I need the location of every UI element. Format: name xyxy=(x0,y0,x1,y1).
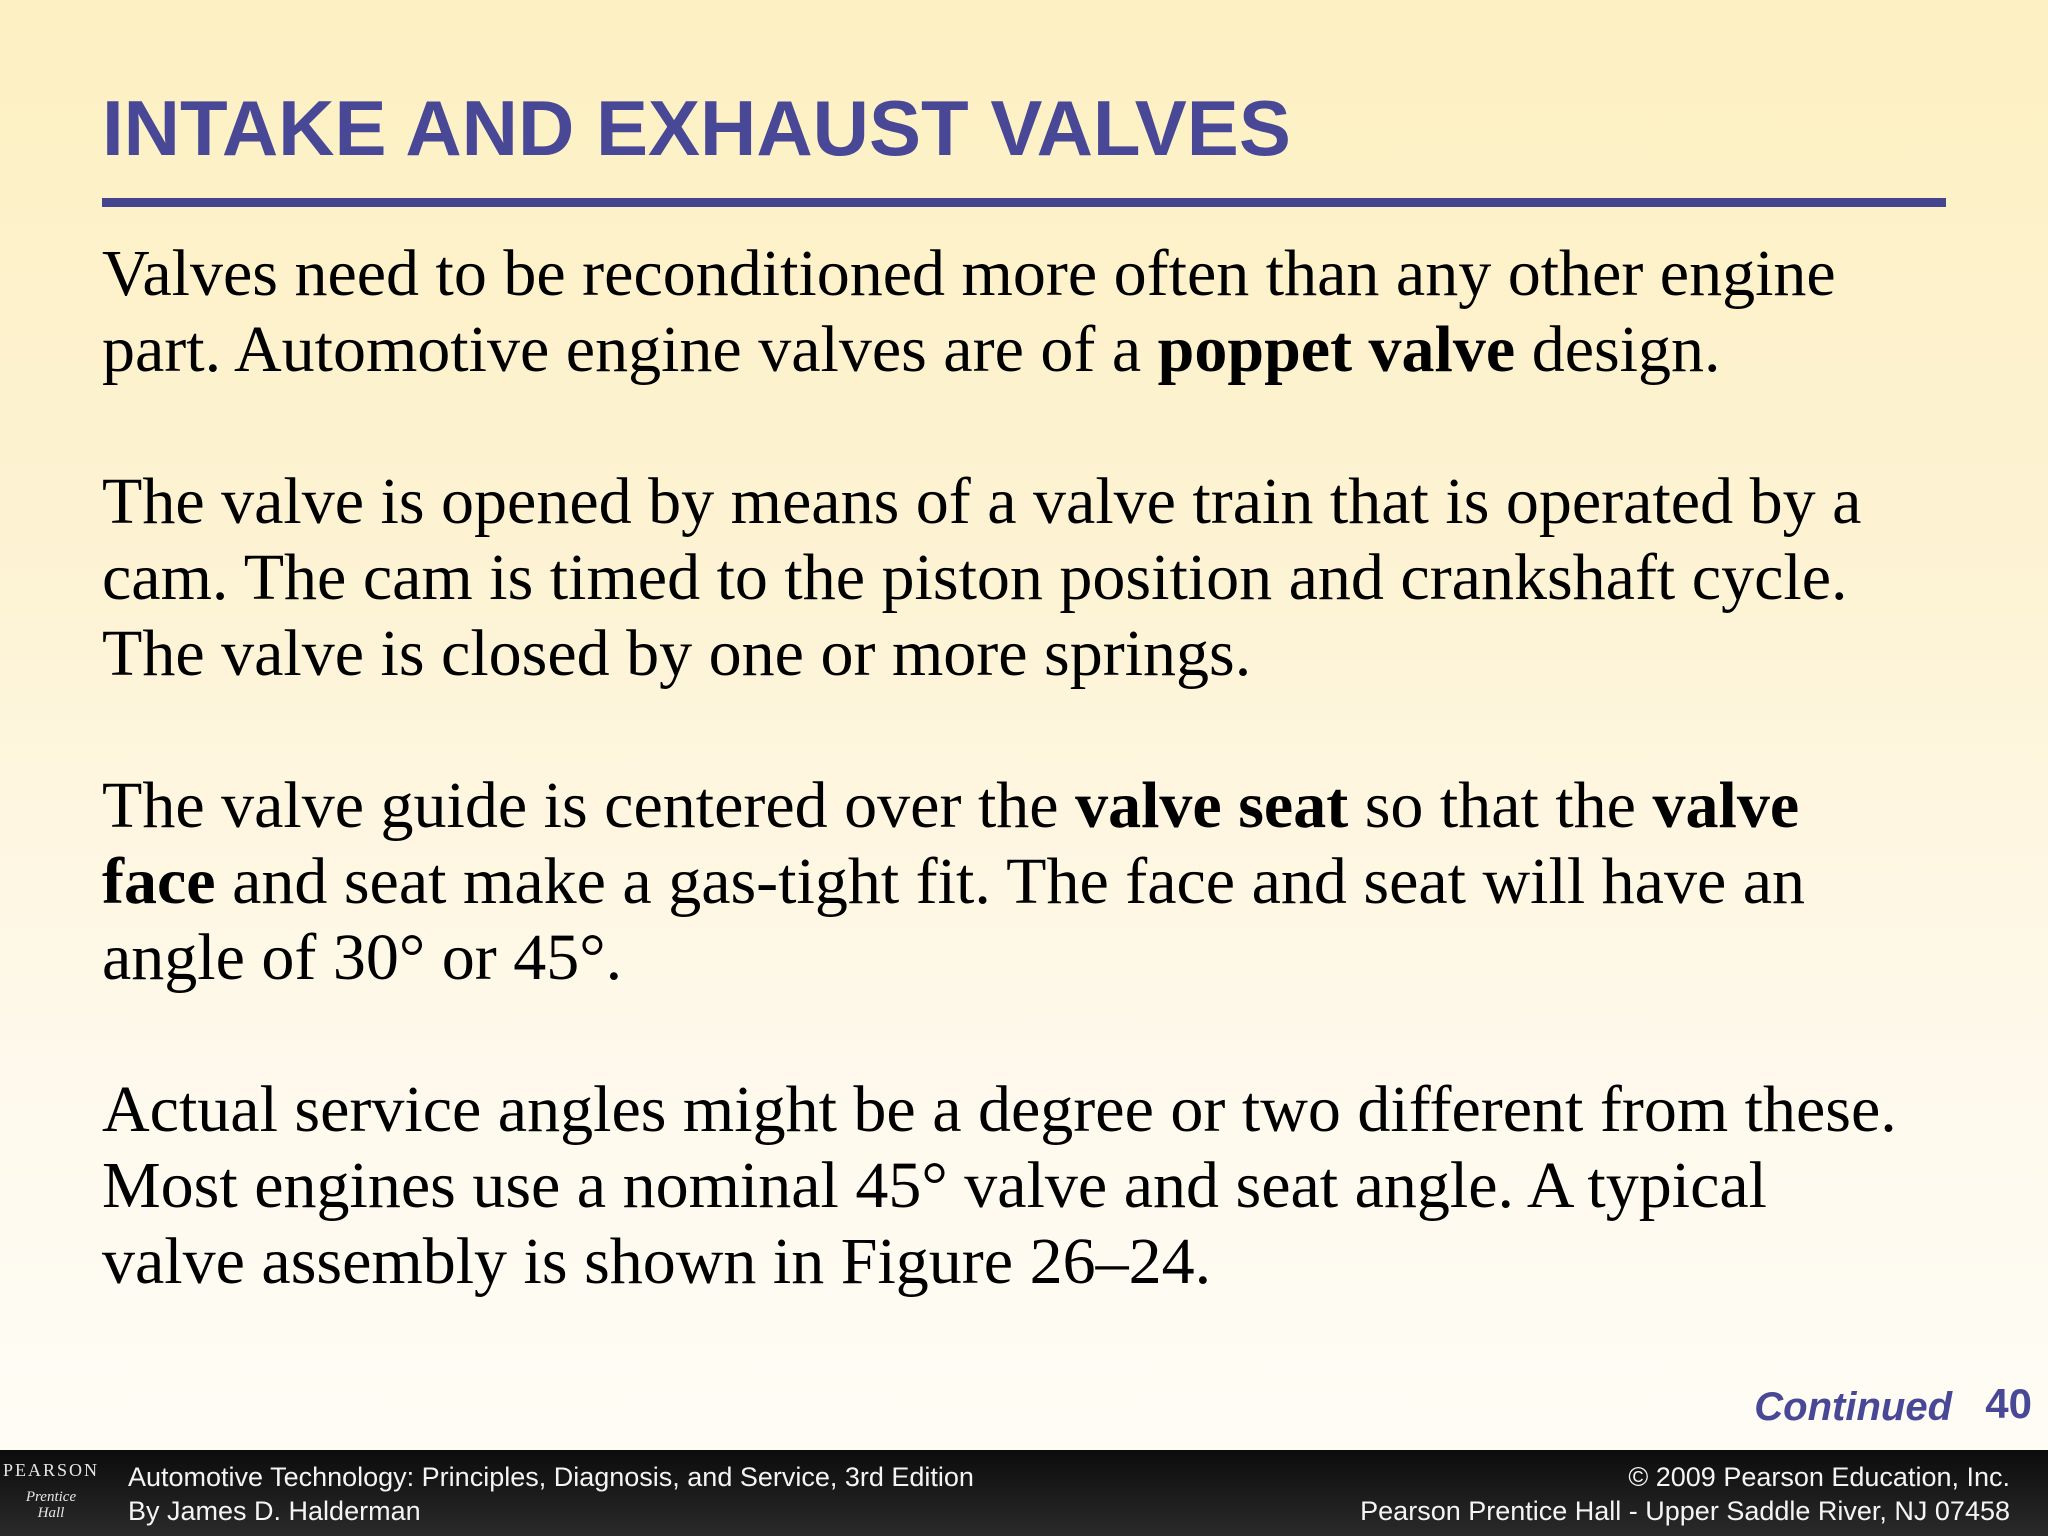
body-paragraph xyxy=(102,464,2022,692)
body-paragraph xyxy=(102,1072,2022,1300)
text-run: Actual service angles might be a degree or two different from these. xyxy=(102,1073,1897,1146)
body-paragraph xyxy=(102,768,2022,996)
title-underline xyxy=(102,198,1946,207)
logo-subtext-line1: Prentice xyxy=(25,1489,77,1505)
slide-body xyxy=(102,236,2022,1376)
footer-author: By James D. Halderman xyxy=(128,1496,421,1526)
bold-term: valve seat xyxy=(1075,769,1349,842)
text-run: so that the xyxy=(1348,769,1653,842)
footer-publisher-address: Pearson Prentice Hall - Upper Saddle River, NJ 07458 xyxy=(1360,1496,2010,1526)
text-run: part. Automotive engine valves are of a xyxy=(102,313,1158,386)
footer-publisher-info xyxy=(1360,1460,2010,1528)
text-run: angle of 30° or 45°. xyxy=(102,921,623,994)
pearson-prentice-hall-logo xyxy=(0,1456,102,1536)
text-run: The valve guide is centered over the xyxy=(102,769,1076,842)
text-run: cam. The cam is timed to the piston position and crankshaft cycle. xyxy=(102,541,1848,614)
text-run: The valve is closed by one or more springs. xyxy=(102,617,1252,690)
text-run: Valves need to be reconditioned more often than any other engine xyxy=(102,237,1836,310)
text-run: valve assembly is shown in Figure 26–24. xyxy=(102,1225,1212,1298)
bold-term: poppet valve xyxy=(1157,313,1516,386)
logo-wordmark: PEARSON xyxy=(2,1460,100,1480)
continued-label: Continued xyxy=(1754,1385,1952,1429)
body-paragraph xyxy=(102,236,2022,388)
slide-title: INTAKE AND EXHAUST VALVES xyxy=(102,84,1291,172)
footer-book-info xyxy=(128,1460,974,1528)
text-run: Most engines use a nominal 45° valve and seat angle. A typical xyxy=(102,1149,1768,1222)
footer-book-title: Automotive Technology: Principles, Diagnosis, and Service, 3rd Edition xyxy=(128,1462,974,1492)
footer-copyright: © 2009 Pearson Education, Inc. xyxy=(1628,1462,2010,1492)
logo-subtext xyxy=(0,1489,102,1521)
bold-term: face xyxy=(102,845,216,918)
logo-subtext-line2: Hall xyxy=(37,1505,65,1521)
text-run: and seat make a gas-tight fit. The face and seat will have an xyxy=(215,845,1806,918)
page-number: 40 xyxy=(1985,1380,2032,1427)
text-run: design. xyxy=(1515,313,1721,386)
text-run: The valve is opened by means of a valve train that is operated by a xyxy=(102,465,1862,538)
bold-term: valve xyxy=(1652,769,1800,842)
